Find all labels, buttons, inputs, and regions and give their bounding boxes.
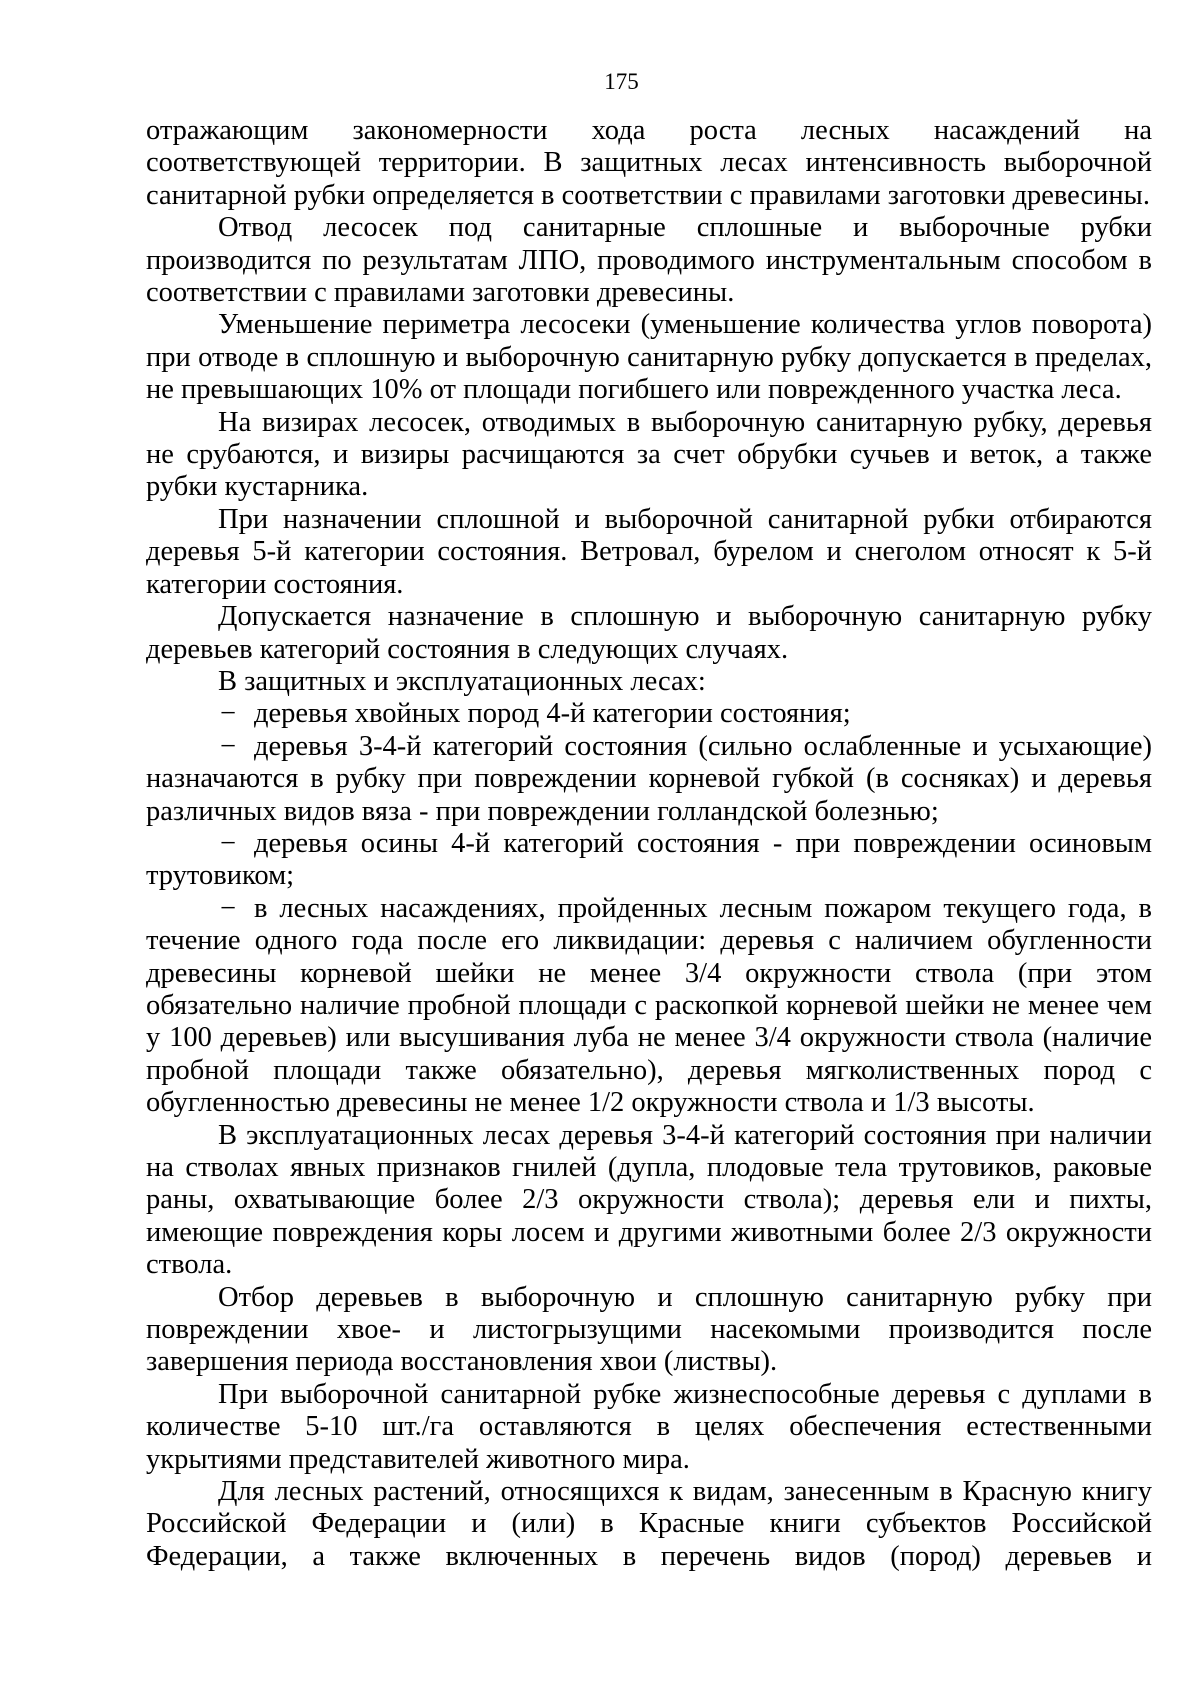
dash-bullet: − xyxy=(220,730,237,762)
list-item xyxy=(146,893,1152,1120)
page-number: 175 xyxy=(604,69,639,94)
paragraph: На визирах лесосек, отводимых в выборочную санитарную рубку, деревья не срубаются, и визиры расчищаются за счет обрубки сучьев и веток, а также рубки кустарника. xyxy=(146,406,1152,503)
paragraph: отражающим закономерности хода роста лесных насаждений на соответствующей территории. В защитных лесах интенсивность выборочной санитарной рубки определяется в соответствии с правилами заготовки древесины. xyxy=(146,115,1152,211)
dash-bullet: − xyxy=(220,892,237,924)
dash-bullet: − xyxy=(220,827,237,859)
paragraph: Отбор деревьев в выборочную и сплошную санитарную рубку при повреждении хвое- и листогрызущими насекомыми производится после завершения периода восстановления хвои (листвы). xyxy=(146,1281,1152,1378)
paragraph: Для лесных растений, относящихся к видам, занесенным в Красную книгу Российской Федерации и (или) в Красные книги субъектов Российской Федерации, а также включенных в перечень видов (пород) деревьев и xyxy=(146,1476,1152,1572)
list-item xyxy=(146,731,1152,828)
dash-bullet: − xyxy=(220,698,237,730)
list-item xyxy=(146,698,1152,730)
list-item-text: в лесных насаждениях, пройденных лесным пожаром текущего года, в течение одного года после его ликвидации: деревья с наличием обугленности древесины корневой шейки не менее 3/4 окружности ствола (при этом обязательно наличие пробной площади с раскопкой корневой шейки не менее чем у 100 деревьев) или высушивания луба не менее 3/4 окружности ствола (наличие пробной площади также обязательно), деревья мягколиственных пород с обугленностью древесины не менее 1/2 окружности ствола и 1/3 высоты. xyxy=(146,892,1152,1119)
paragraph: При выборочной санитарной рубке жизнеспособные деревья с дуплами в количестве 5-10 шт./га оставляются в целях обеспечения естественными укрытиями представителей животного мира. xyxy=(146,1378,1152,1475)
paragraph: Уменьшение периметра лесосеки (уменьшение количества углов поворота) при отводе в сплошную и выборочную санитарную рубку допускается в пределах, не превышающих 10% от площади погибшего или поврежденного участка леса. xyxy=(146,309,1152,406)
paragraph: При назначении сплошной и выборочной санитарной рубки отбираются деревья 5-й категории состояния. Ветровал, бурелом и снеголом относят к 5-й категории состояния. xyxy=(146,503,1152,600)
document-body xyxy=(146,115,1152,1573)
list-item-text: деревья хвойных пород 4-й категории состояния; xyxy=(254,698,851,730)
paragraph: В защитных и эксплуатационных лесах: xyxy=(218,665,706,697)
paragraph: В эксплуатационных лесах деревья 3-4-й категорий состояния при наличии на стволах явных признаков гнилей (дупла, плодовые тела трутовиков, раковые раны, охватывающие более 2/3 окружности ствола); деревья ели и пихты, имеющие повреждения коры лосем и другими животными более 2/3 окружности ствола. xyxy=(146,1119,1152,1281)
paragraph: Допускается назначение в сплошную и выборочную санитарную рубку деревьев категорий состояния в следующих случаях. xyxy=(146,601,1152,665)
list-item-text: деревья осины 4-й категорий состояния - при повреждении осиновым трутовиком; xyxy=(146,827,1152,892)
list-item-text: деревья 3-4-й категорий состояния (сильно ослабленные и усыхающие) назначаются в рубку при повреждении корневой губкой (в сосняках) и деревья различных видов вяза - при повреждении голландской болезнью; xyxy=(146,730,1152,827)
list-item xyxy=(146,828,1152,893)
paragraph: Отвод лесосек под санитарные сплошные и выборочные рубки производится по результатам ЛПО, проводимого инструментальным способом в соответствии с правилами заготовки древесины. xyxy=(146,212,1152,309)
